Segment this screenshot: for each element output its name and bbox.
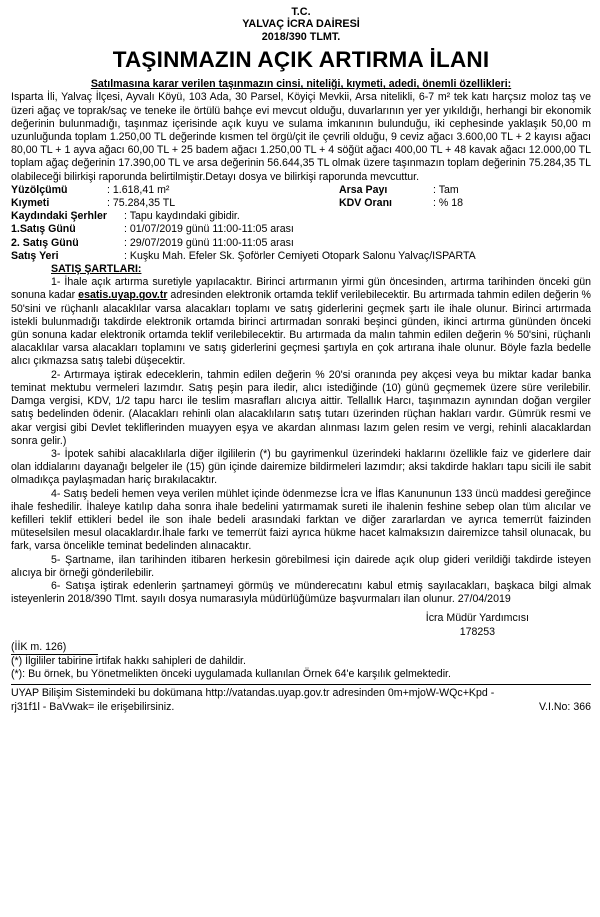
footnote-1: (*) İlgililer tabirine irtifak hakkı sahipleri de dahildir. (11, 654, 246, 667)
footer-version: V.I.No: 366 (538, 700, 591, 713)
esatis-link[interactable]: esatis.uyap.gov.tr (78, 289, 168, 302)
iik-reference: (İİK m. 126) (11, 641, 98, 655)
area-value: : 1.618,41 m² (107, 183, 170, 196)
condition-1-before: 1- İhale açık artırma suretiyle yapılacaktır. Birinci artırmanın yirmi gün öncesinden, artırma tarihinden önceki gün sonuna kadar (11, 276, 591, 302)
detail-row-area (11, 184, 591, 197)
condition-1-after: adresinden elektronik ortamda teklif verilebilecektir. Bu artırmada tahmin edilen değerin % 50'sini ve rüçhanlı alacaklılar varsa alacakları toplamı ve satış giderlerini geçmek şartı ile ihale olunur. Birinci artırmada istekli bulunmadığı takdirde elektronik ortamda birinci artırmadan sonraki beşinci günden, ikinci artırma gününden önceki gün sonuna kadar elektronik ortamda teklif verilebilecektir. Bu artırmada da malın tahmin edilen değerin % 50'sini, rüçhanlı alacaklılar varsa alacakları toplamını ve satış giderlerini geçmesi şartıyla en çok artırana ihale olunur. Böyle fazla bedelle alıcı çıkmazsa satış talebi düşecektir. (11, 289, 591, 368)
detail-row-sale2 (11, 237, 591, 250)
property-description: Isparta İli, Yalvaç İlçesi, Ayvalı Köyü, 103 Ada, 30 Parsel, Köyiçi Mevkii, Arsa nitelikli, 6-7 m² tek katı harçsız moloz taş ve üzeri ağaç ve toprak/saç ve teneke ile örtülü bahçe evi mevcut olduğu, duvarlarının yer yer yıkıldığı, herhangi bir ekonomik değerinin bulunmadığı, taşınmaz içerisinde açık kuyu ve sulama imkanının bulunduğu, iki cephesinde yaklaşık 50,00 m uzunluğunda toplam 1.250,00 TL değerinde kısmen tel örgü/çit ile çevrili olduğu, 9 ceviz ağacı 3.600,00 TL + 2 kayısı ağacı 80,00 TL + 1 ayva ağacı 60,00 TL + 25 badem ağacı 1.250,00 TL + 4 söğüt ağacı 400,00 TL + 48 kavak ağacı 12.000,00 TL toplam ağaç değerinin 17.390,00 TL ve arsa değerinin 56.644,35 TL olmak üzere taşınmazın toplam değerinin 75.284,35 TL olabileceği bilirkişi raporunda belirtilmiştir.Detayı dosya ve bilirkişi raporunda mevcuttur. (11, 91, 591, 183)
detail-row-value (11, 197, 591, 210)
sale2-label: 2. Satış Günü (11, 236, 79, 249)
header-file-number: 2018/390 TLMT. (261, 30, 341, 43)
land-share-value: : Tam (433, 183, 459, 196)
value-amount: : 75.284,35 TL (107, 197, 176, 210)
footnote-2: (*): Bu örnek, bu Yönetmelikten önceki uygulamada kullanılan Örnek 64'e karşılık gelmektedir. (11, 668, 451, 681)
place-label: Satış Yeri (11, 249, 59, 262)
condition-1 (11, 276, 591, 368)
footer-text: UYAP Bilişim Sistemindeki bu dokümana http://vatandas.uyap.gov.tr adresinden 0m+mjoW-WQc+Kpd - rj31f1l - BaVwak= ile erişebilirsiniz. (11, 687, 495, 713)
vat-label: KDV Oranı (339, 197, 392, 210)
annotations-value: : Tapu kaydındaki gibidir. (124, 210, 240, 223)
sale2-value: : 29/07/2019 günü 11:00-11:05 arası (124, 236, 294, 249)
detail-row-place (11, 250, 591, 263)
annotations-label: Kaydındaki Şerhler (11, 210, 107, 223)
sale1-value: : 01/07/2019 günü 11:00-11:05 arası (124, 223, 294, 236)
page-title: TAŞINMAZIN AÇIK ARTIRMA İLANI (112, 47, 490, 73)
detail-row-sale1 (11, 223, 591, 236)
condition-5: 5- Şartname, ilan tarihinden itibaren herkesin görebilmesi için dairede açık olup gideri verildiği takdirde isteyen alıcıya bir örneği gönderilebilir. (11, 553, 591, 579)
land-share-label: Arsa Payı (339, 183, 388, 196)
property-details (11, 184, 591, 210)
signature-block (11, 612, 591, 638)
conditions-heading: SATIŞ ŞARTLARI: (51, 263, 142, 276)
header-tc: T.C. (291, 6, 311, 18)
condition-2: 2- Artırmaya iştirak edeceklerin, tahmin edilen değerin % 20'si oranında pey akçesi veya bu miktar kadar banka teminat mektubu vermeleri lazımdır. Satış peşin para iledir, alıcı istediğinde (10) günü geçmemek üzere süre verilebilir. Damga vergisi, KDV, 1/2 tapu harcı ile teslim masrafları alıcıya aittir. Tellallık Harcı, taşınmazın aynından doğan vergiler satış bedelinden ödenir. (Alacakları rehinli olan alacaklıların satış tutarı üzerinden rüçhan hakları vardır. Gümrük resmi ve akar vergisi gibi Devlet tekliflerinden muayyen eşya ve akardan alınması lazım gelen resim ve vergi, rehinli alacaklardan sonra gelir.) (11, 368, 591, 447)
value-label: Kıymeti (11, 197, 50, 210)
detail-row-annotations (11, 210, 591, 223)
property-subheading: Satılmasına karar verilen taşınmazın cinsi, niteliği, kıymeti, adedi, önemli özellikleri: (90, 78, 512, 91)
signature-number: 178253 (459, 625, 496, 638)
header-office: YALVAÇ İCRA DAİRESİ (242, 18, 360, 31)
signature-title: İcra Müdür Yardımcısı (425, 612, 529, 625)
condition-6: 6- Satışa iştirak edenlerin şartnameyi görmüş ve münderecatını kabul etmiş sayılacakları, başkaca bilgi almak isteyenlerin 2018/390 Tlmt. sayılı dosya numarasıyla müdürlüğümüze başvurmaları ilan olunur. 27/04/2019 (11, 579, 591, 606)
footer-divider (11, 684, 591, 685)
sale1-label: 1.Satış Günü (11, 223, 76, 236)
condition-3: 3- İpotek sahibi alacaklılarla diğer ilgililerin (*) bu gayrimenkul üzerindeki haklarını özellikle faiz ve giderlere dair olan iddialarını dayanağı belgeler ile (15) gün içinde dairemize bildirmeleri lazımdır; aksi takdirde hakları tapu sicili ile sabit olmadıkça paylaşmadan hariç bırakılacaktır. (11, 447, 591, 487)
footer (11, 687, 591, 713)
place-value: : Kuşku Mah. Efeler Sk. Şoförler Cemiyeti Otopark Salonu Yalvaç/ISPARTA (124, 249, 476, 262)
condition-4: 4- Satış bedeli hemen veya verilen mühlet içinde ödenmezse İcra ve İflas Kanununun 133 üncü maddesi gereğince ihale feshedilir. İhaleye katılıp daha sonra ihale bedelini yatırmamak sureti ile ihalenin feshine sebep olan tüm alıcılar ve kefilleri teklif ettikleri bedel ile son ihale bedeli arasındaki farktan ve diğer zararlardan ve ayrıca temerrüt faizinden müteselsilen mesul olacaklardır.İhale farkı ve temerrüt faizi ayrıca hükme hacet kalmaksızın dairemizce tahsil olunacak, bu fark, varsa öncelikle teminat bedelinden alınacaktır. (11, 487, 591, 553)
vat-value: : % 18 (433, 197, 464, 210)
area-label: Yüzölçümü (11, 183, 68, 196)
